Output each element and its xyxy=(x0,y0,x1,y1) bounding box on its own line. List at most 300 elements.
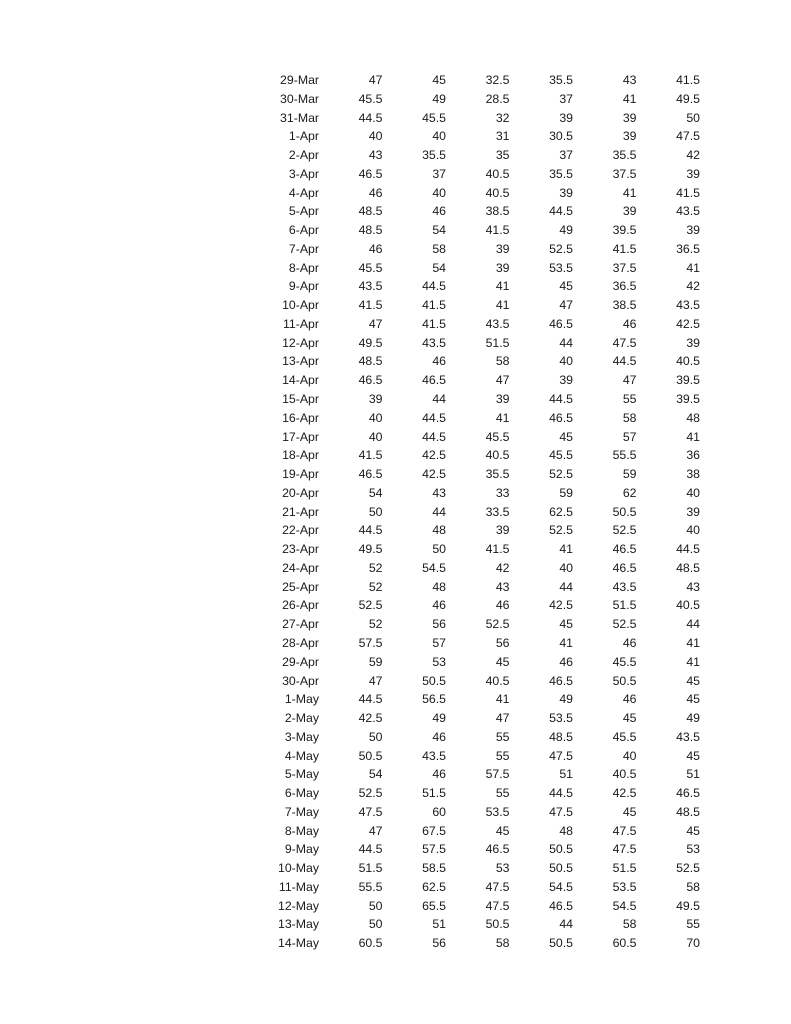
value-cell: 39 xyxy=(686,504,700,519)
value-cell: 58 xyxy=(432,241,446,256)
value-cell: 43.5 xyxy=(676,729,700,744)
value-cell: 45 xyxy=(559,279,573,294)
date-cell: 19-Apr xyxy=(282,467,319,482)
value-cell: 47 xyxy=(368,673,383,688)
value-cell: 32.5 xyxy=(485,73,510,87)
value-cell: 52.5 xyxy=(358,598,383,613)
value-cell: 47 xyxy=(368,823,383,838)
value-cell: 39 xyxy=(495,260,510,275)
value-cell: 45.5 xyxy=(422,110,446,125)
table-row xyxy=(256,559,706,578)
value-cell: 53.5 xyxy=(549,711,573,726)
value-cell: 51.5 xyxy=(422,786,446,801)
value-cell: 45 xyxy=(495,654,510,669)
value-cell: 45 xyxy=(686,673,700,688)
value-cell: 51.5 xyxy=(485,335,510,350)
value-cell: 62 xyxy=(622,485,637,500)
value-cell: 46.5 xyxy=(358,166,383,181)
date-cell: 7-Apr xyxy=(288,241,319,256)
value-cell: 35.5 xyxy=(422,148,446,163)
value-cell: 43 xyxy=(432,485,446,500)
table-row xyxy=(256,690,706,709)
date-cell: 9-Apr xyxy=(288,279,319,294)
date-cell: 2-Apr xyxy=(288,148,319,163)
table-row xyxy=(256,484,706,503)
value-cell: 47.5 xyxy=(612,335,637,350)
value-cell: 49.5 xyxy=(358,335,383,350)
value-cell: 50 xyxy=(368,898,383,913)
date-cell: 7-May xyxy=(284,804,319,819)
date-cell: 1-Apr xyxy=(288,129,319,144)
value-cell: 46 xyxy=(559,654,573,669)
table-row xyxy=(256,840,706,859)
value-cell: 50 xyxy=(368,917,383,932)
table-row xyxy=(256,634,706,653)
value-cell: 40.5 xyxy=(676,354,700,369)
value-cell: 57 xyxy=(432,635,446,650)
value-cell: 40.5 xyxy=(612,767,637,782)
table-row xyxy=(256,747,706,766)
table-row xyxy=(256,596,706,615)
date-cell: 22-Apr xyxy=(282,523,319,538)
table-row xyxy=(256,127,706,146)
date-cell: 5-Apr xyxy=(288,204,319,219)
table-row xyxy=(256,390,706,409)
table-row xyxy=(256,428,706,447)
date-cell: 31-Mar xyxy=(280,110,319,125)
value-cell: 49 xyxy=(559,692,573,707)
date-cell: 11-May xyxy=(278,879,319,894)
date-cell: 17-Apr xyxy=(282,429,319,444)
value-cell: 60 xyxy=(432,804,446,819)
value-cell: 41 xyxy=(495,279,510,294)
value-cell: 45 xyxy=(622,711,637,726)
value-cell: 41.5 xyxy=(358,298,383,313)
value-cell: 59 xyxy=(559,485,573,500)
value-cell: 50.5 xyxy=(485,917,510,932)
date-cell: 2-May xyxy=(284,711,319,726)
value-cell: 41 xyxy=(686,429,700,444)
value-cell: 52 xyxy=(368,579,383,594)
value-cell: 39 xyxy=(559,110,573,125)
date-cell: 16-Apr xyxy=(282,410,319,425)
value-cell: 51.5 xyxy=(612,598,637,613)
value-cell: 39.5 xyxy=(612,223,637,238)
date-cell: 21-Apr xyxy=(282,504,319,519)
value-cell: 58 xyxy=(495,354,510,369)
table-row xyxy=(256,465,706,484)
value-cell: 53 xyxy=(686,842,700,857)
value-cell: 52.5 xyxy=(549,467,573,482)
value-cell: 47.5 xyxy=(549,748,573,763)
value-cell: 44 xyxy=(559,335,573,350)
value-cell: 41 xyxy=(622,185,637,200)
value-cell: 43 xyxy=(686,579,700,594)
value-cell: 39 xyxy=(686,223,700,238)
value-cell: 43.5 xyxy=(676,204,700,219)
value-cell: 62.5 xyxy=(422,879,446,894)
date-cell: 23-Apr xyxy=(282,542,319,557)
value-cell: 31 xyxy=(495,129,510,144)
value-cell: 47 xyxy=(368,73,383,87)
value-cell: 44.5 xyxy=(549,786,573,801)
value-cell: 45.5 xyxy=(358,91,383,106)
value-cell: 39 xyxy=(622,204,637,219)
value-cell: 53.5 xyxy=(485,804,510,819)
value-cell: 41.5 xyxy=(676,73,700,87)
value-cell: 58 xyxy=(686,879,700,894)
value-cell: 42.5 xyxy=(358,711,383,726)
value-cell: 47.5 xyxy=(612,823,637,838)
value-cell: 44 xyxy=(686,617,700,632)
value-cell: 46 xyxy=(368,241,383,256)
value-cell: 37 xyxy=(432,166,446,181)
value-cell: 41 xyxy=(495,692,510,707)
date-cell: 12-Apr xyxy=(282,335,319,350)
value-cell: 37 xyxy=(559,148,573,163)
value-cell: 49 xyxy=(559,223,573,238)
date-cell: 12-May xyxy=(277,898,319,913)
value-cell: 46.5 xyxy=(549,316,573,331)
value-cell: 65.5 xyxy=(422,898,446,913)
value-cell: 44 xyxy=(432,504,446,519)
value-cell: 39 xyxy=(559,185,573,200)
value-cell: 42 xyxy=(495,560,510,575)
value-cell: 56.5 xyxy=(422,692,446,707)
value-cell: 43.5 xyxy=(422,335,446,350)
value-cell: 41.5 xyxy=(422,298,446,313)
value-cell: 55 xyxy=(495,729,510,744)
value-cell: 54.5 xyxy=(422,560,446,575)
table-row xyxy=(256,765,706,784)
value-cell: 38 xyxy=(686,467,700,482)
table-row xyxy=(256,878,706,897)
value-cell: 40 xyxy=(686,523,700,538)
value-cell: 46 xyxy=(622,692,637,707)
value-cell: 46.5 xyxy=(358,467,383,482)
value-cell: 44.5 xyxy=(422,279,446,294)
value-cell: 57.5 xyxy=(485,767,510,782)
table-row xyxy=(256,653,706,672)
table-row xyxy=(256,578,706,597)
value-cell: 39 xyxy=(686,335,700,350)
value-cell: 45 xyxy=(686,823,700,838)
table-row xyxy=(256,221,706,240)
value-cell: 53.5 xyxy=(612,879,637,894)
value-cell: 41 xyxy=(495,298,510,313)
value-cell: 40 xyxy=(559,354,573,369)
value-cell: 37.5 xyxy=(612,260,637,275)
value-cell: 42.5 xyxy=(422,467,446,482)
value-cell: 50 xyxy=(368,729,383,744)
value-cell: 36 xyxy=(686,448,700,463)
value-cell: 47.5 xyxy=(485,898,510,913)
value-cell: 46 xyxy=(432,598,446,613)
value-cell: 48.5 xyxy=(358,204,383,219)
table-row xyxy=(256,371,706,390)
date-cell: 20-Apr xyxy=(282,485,319,500)
value-cell: 47 xyxy=(368,316,383,331)
value-cell: 50.5 xyxy=(358,748,383,763)
value-cell: 53.5 xyxy=(549,260,573,275)
value-cell: 40 xyxy=(368,429,383,444)
table-row xyxy=(256,915,706,934)
value-cell: 33 xyxy=(495,485,510,500)
value-cell: 41 xyxy=(559,542,573,557)
table-row xyxy=(256,521,706,540)
value-cell: 46 xyxy=(495,598,510,613)
table-row xyxy=(256,334,706,353)
value-cell: 56 xyxy=(432,936,446,951)
value-cell: 46 xyxy=(368,185,383,200)
value-cell: 41.5 xyxy=(612,241,637,256)
date-cell: 14-May xyxy=(277,936,319,951)
value-cell: 46.5 xyxy=(549,673,573,688)
table-row xyxy=(256,859,706,878)
value-cell: 43 xyxy=(622,73,637,87)
value-cell: 41 xyxy=(622,91,637,106)
value-cell: 46.5 xyxy=(676,786,700,801)
value-cell: 55 xyxy=(686,917,700,932)
table-row xyxy=(256,803,706,822)
date-cell: 30-Mar xyxy=(280,91,319,106)
value-cell: 54.5 xyxy=(549,879,573,894)
data-table xyxy=(256,71,706,953)
value-cell: 40.5 xyxy=(485,673,510,688)
value-cell: 50.5 xyxy=(549,936,573,951)
table-row xyxy=(256,296,706,315)
value-cell: 45.5 xyxy=(485,429,510,444)
value-cell: 42.5 xyxy=(676,316,700,331)
value-cell: 48 xyxy=(559,823,573,838)
table-row xyxy=(256,259,706,278)
table-row xyxy=(256,315,706,334)
value-cell: 41 xyxy=(559,635,573,650)
value-cell: 46 xyxy=(432,204,446,219)
table-row xyxy=(256,934,706,953)
value-cell: 57.5 xyxy=(358,635,383,650)
value-cell: 36.5 xyxy=(676,241,700,256)
date-cell: 26-Apr xyxy=(282,598,319,613)
value-cell: 54 xyxy=(432,223,446,238)
value-cell: 52.5 xyxy=(549,523,573,538)
value-cell: 44 xyxy=(559,579,573,594)
value-cell: 40 xyxy=(622,748,637,763)
value-cell: 46.5 xyxy=(422,373,446,388)
table-row xyxy=(256,709,706,728)
value-cell: 45.5 xyxy=(612,729,637,744)
value-cell: 42.5 xyxy=(612,786,637,801)
date-cell: 13-May xyxy=(277,917,319,932)
date-cell: 3-Apr xyxy=(288,166,319,181)
value-cell: 46.5 xyxy=(612,560,637,575)
value-cell: 52.5 xyxy=(612,617,637,632)
value-cell: 39 xyxy=(368,392,383,407)
value-cell: 49.5 xyxy=(676,91,700,106)
value-cell: 44.5 xyxy=(358,692,383,707)
value-cell: 40.5 xyxy=(676,598,700,613)
value-cell: 45 xyxy=(559,429,573,444)
date-cell: 5-May xyxy=(284,767,319,782)
value-cell: 40 xyxy=(559,560,573,575)
value-cell: 42.5 xyxy=(422,448,446,463)
value-cell: 43.5 xyxy=(485,316,510,331)
value-cell: 43 xyxy=(368,148,383,163)
value-cell: 47.5 xyxy=(549,804,573,819)
value-cell: 43.5 xyxy=(358,279,383,294)
date-cell: 6-May xyxy=(284,786,319,801)
table-row xyxy=(256,503,706,522)
value-cell: 55.5 xyxy=(612,448,637,463)
value-cell: 42.5 xyxy=(549,598,573,613)
date-cell: 27-Apr xyxy=(282,617,319,632)
value-cell: 30.5 xyxy=(549,129,573,144)
value-cell: 48.5 xyxy=(676,804,700,819)
date-cell: 29-Mar xyxy=(280,73,319,87)
value-cell: 52 xyxy=(368,617,383,632)
value-cell: 43.5 xyxy=(422,748,446,763)
table-row xyxy=(256,240,706,259)
value-cell: 46 xyxy=(622,316,637,331)
value-cell: 50.5 xyxy=(549,861,573,876)
value-cell: 49 xyxy=(432,711,446,726)
table-row xyxy=(256,109,706,128)
value-cell: 55.5 xyxy=(358,879,383,894)
value-cell: 48.5 xyxy=(676,560,700,575)
value-cell: 58 xyxy=(622,410,637,425)
table-row xyxy=(256,184,706,203)
value-cell: 49 xyxy=(432,91,446,106)
value-cell: 40.5 xyxy=(485,448,510,463)
value-cell: 41.5 xyxy=(676,185,700,200)
value-cell: 60.5 xyxy=(612,936,637,951)
value-cell: 35 xyxy=(495,148,510,163)
value-cell: 39 xyxy=(622,129,637,144)
value-cell: 40.5 xyxy=(485,166,510,181)
value-cell: 45 xyxy=(686,748,700,763)
value-cell: 41.5 xyxy=(358,448,383,463)
value-cell: 45 xyxy=(432,73,446,87)
value-cell: 40 xyxy=(432,185,446,200)
value-cell: 67.5 xyxy=(422,823,446,838)
value-cell: 44 xyxy=(432,392,446,407)
table-row xyxy=(256,71,706,90)
table-row xyxy=(256,409,706,428)
table-row xyxy=(256,728,706,747)
value-cell: 59 xyxy=(622,467,637,482)
date-cell: 25-Apr xyxy=(282,579,319,594)
value-cell: 46.5 xyxy=(485,842,510,857)
date-cell: 14-Apr xyxy=(282,373,319,388)
value-cell: 47 xyxy=(495,373,510,388)
value-cell: 60.5 xyxy=(358,936,383,951)
value-cell: 46.5 xyxy=(358,373,383,388)
value-cell: 45.5 xyxy=(358,260,383,275)
value-cell: 51 xyxy=(432,917,446,932)
value-cell: 41.5 xyxy=(485,223,510,238)
value-cell: 39 xyxy=(686,166,700,181)
value-cell: 50 xyxy=(368,504,383,519)
value-cell: 52.5 xyxy=(612,523,637,538)
table-row xyxy=(256,90,706,109)
value-cell: 50.5 xyxy=(612,504,637,519)
date-cell: 8-May xyxy=(284,823,319,838)
value-cell: 33.5 xyxy=(485,504,510,519)
value-cell: 38.5 xyxy=(485,204,510,219)
value-cell: 41 xyxy=(686,260,700,275)
value-cell: 58 xyxy=(622,917,637,932)
value-cell: 41 xyxy=(686,635,700,650)
value-cell: 48.5 xyxy=(358,223,383,238)
value-cell: 35.5 xyxy=(612,148,637,163)
value-cell: 52.5 xyxy=(676,861,700,876)
value-cell: 54 xyxy=(368,767,383,782)
value-cell: 47 xyxy=(622,373,637,388)
value-cell: 47.5 xyxy=(676,129,700,144)
value-cell: 41.5 xyxy=(485,542,510,557)
value-cell: 39 xyxy=(559,373,573,388)
date-cell: 11-Apr xyxy=(283,316,319,331)
value-cell: 46.5 xyxy=(549,410,573,425)
value-cell: 53 xyxy=(432,654,446,669)
date-cell: 9-May xyxy=(284,842,319,857)
value-cell: 50 xyxy=(432,542,446,557)
value-cell: 47.5 xyxy=(612,842,637,857)
table-row xyxy=(256,202,706,221)
value-cell: 45.5 xyxy=(612,654,637,669)
date-cell: 3-May xyxy=(284,729,319,744)
value-cell: 40 xyxy=(686,485,700,500)
value-cell: 44.5 xyxy=(676,542,700,557)
date-cell: 1-May xyxy=(284,692,319,707)
value-cell: 47 xyxy=(559,298,573,313)
value-cell: 44.5 xyxy=(422,410,446,425)
value-cell: 39 xyxy=(495,241,510,256)
value-cell: 52.5 xyxy=(485,617,510,632)
value-cell: 53 xyxy=(495,861,510,876)
value-cell: 46 xyxy=(432,729,446,744)
value-cell: 45.5 xyxy=(549,448,573,463)
date-cell: 24-Apr xyxy=(282,560,319,575)
value-cell: 39.5 xyxy=(676,373,700,388)
value-cell: 44.5 xyxy=(422,429,446,444)
value-cell: 43.5 xyxy=(612,579,637,594)
table-row xyxy=(256,897,706,916)
value-cell: 52 xyxy=(368,560,383,575)
date-cell: 10-May xyxy=(277,861,319,876)
value-cell: 45 xyxy=(622,804,637,819)
value-cell: 62.5 xyxy=(549,504,573,519)
value-cell: 35.5 xyxy=(549,166,573,181)
value-cell: 48.5 xyxy=(549,729,573,744)
value-cell: 51 xyxy=(686,767,700,782)
date-cell: 6-Apr xyxy=(288,223,319,238)
value-cell: 50.5 xyxy=(612,673,637,688)
table-row xyxy=(256,446,706,465)
value-cell: 32 xyxy=(495,110,510,125)
value-cell: 40 xyxy=(432,129,446,144)
value-cell: 44.5 xyxy=(549,392,573,407)
value-cell: 28.5 xyxy=(485,91,510,106)
value-cell: 42 xyxy=(686,279,700,294)
value-cell: 41 xyxy=(686,654,700,669)
value-cell: 40 xyxy=(368,410,383,425)
table-row xyxy=(256,277,706,296)
value-cell: 55 xyxy=(622,392,637,407)
value-cell: 48 xyxy=(686,410,700,425)
value-cell: 48 xyxy=(432,579,446,594)
value-cell: 54.5 xyxy=(612,898,637,913)
